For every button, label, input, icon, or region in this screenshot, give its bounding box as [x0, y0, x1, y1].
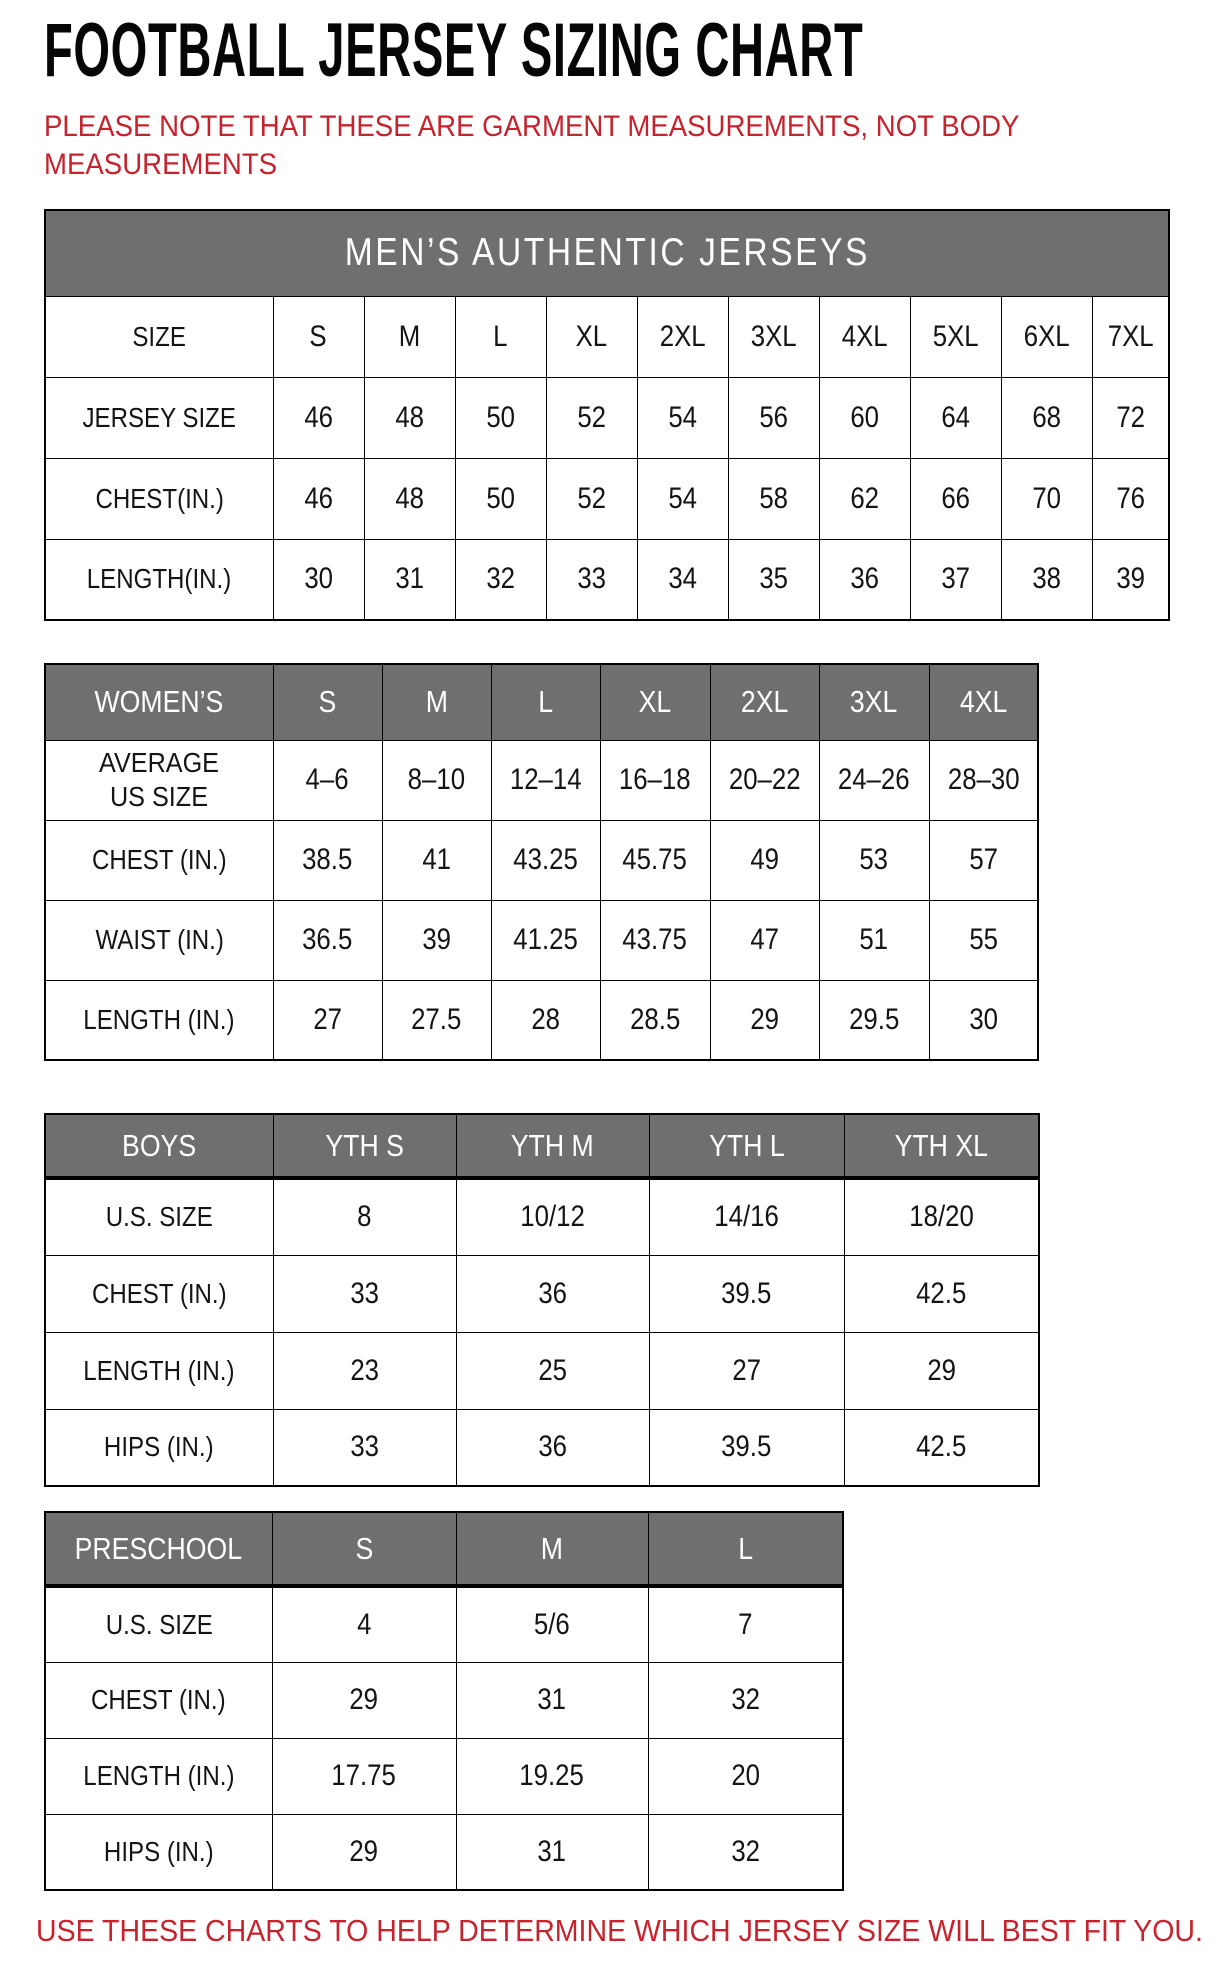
value-cell: 28 — [491, 980, 600, 1060]
value-cell: 28–30 — [929, 740, 1038, 820]
value-cell: 10/12 — [456, 1178, 649, 1255]
value-cell: XL — [546, 296, 637, 377]
womens-table — [44, 663, 1039, 1061]
value-cell: 36 — [456, 1409, 649, 1486]
size-header-cell: L — [648, 1512, 843, 1586]
row-label-cell: CHEST (IN.) — [45, 1255, 273, 1332]
value-cell: 62 — [819, 458, 910, 539]
value-cell: 27 — [649, 1332, 844, 1409]
size-header-cell: S — [272, 1512, 456, 1586]
value-cell: 41.25 — [491, 900, 600, 980]
value-cell: 19.25 — [456, 1738, 648, 1814]
value-cell: 20 — [648, 1738, 843, 1814]
table-row — [45, 900, 1038, 980]
value-cell: 33 — [273, 1255, 456, 1332]
value-cell: 70 — [1001, 458, 1092, 539]
size-header-cell: L — [491, 664, 600, 740]
value-cell: 12–14 — [491, 740, 600, 820]
value-cell: 72 — [1092, 377, 1169, 458]
value-cell: 31 — [364, 539, 455, 620]
value-cell: 42.5 — [844, 1409, 1039, 1486]
preschool-table — [44, 1511, 844, 1891]
value-cell: 36 — [456, 1255, 649, 1332]
value-cell: 27 — [273, 980, 382, 1060]
table-row — [45, 377, 1169, 458]
value-cell: 20–22 — [710, 740, 819, 820]
size-header-cell: YTH S — [273, 1114, 456, 1178]
value-cell: 4 — [272, 1586, 456, 1662]
value-cell: 35 — [728, 539, 819, 620]
value-cell: 5/6 — [456, 1586, 648, 1662]
table-row — [45, 740, 1038, 820]
note-line-1: PLEASE NOTE THAT THESE ARE GARMENT MEASUREMENTS, NOT BODY — [44, 110, 1020, 143]
value-cell: 54 — [637, 458, 728, 539]
mens-table-title: MEN’S AUTHENTIC JERSEYS — [45, 210, 1169, 296]
row-label-cell: LENGTH (IN.) — [45, 1332, 273, 1409]
row-label-cell: AVERAGE US SIZE — [45, 740, 273, 820]
row-label-cell: LENGTH (IN.) — [45, 1738, 272, 1814]
value-cell: 52 — [546, 458, 637, 539]
row-label-cell: LENGTH (IN.) — [45, 980, 273, 1060]
row-label-cell: CHEST (IN.) — [45, 820, 273, 900]
table-row — [45, 1738, 843, 1814]
table-row — [45, 1409, 1039, 1486]
value-cell: 30 — [929, 980, 1038, 1060]
value-cell: 68 — [1001, 377, 1092, 458]
footer-note-text: USE THESE CHARTS TO HELP DETERMINE WHICH JERSEY SIZE WILL BEST FIT YOU. — [36, 1913, 1203, 1948]
value-cell: 50 — [455, 377, 546, 458]
value-cell: 38.5 — [273, 820, 382, 900]
value-cell: 8 — [273, 1178, 456, 1255]
value-cell: 39 — [382, 900, 491, 980]
value-cell: 47 — [710, 900, 819, 980]
row-label-cell: CHEST(IN.) — [45, 458, 273, 539]
value-cell: 37 — [910, 539, 1001, 620]
value-cell: 58 — [728, 458, 819, 539]
table-row — [45, 1662, 843, 1738]
value-cell: 8–10 — [382, 740, 491, 820]
value-cell: 23 — [273, 1332, 456, 1409]
row-label-cell: U.S. SIZE — [45, 1178, 273, 1255]
table-row — [45, 820, 1038, 900]
value-cell: M — [364, 296, 455, 377]
value-cell: 29 — [844, 1332, 1039, 1409]
value-cell: 60 — [819, 377, 910, 458]
value-cell: 31 — [456, 1814, 648, 1890]
value-cell: 18/20 — [844, 1178, 1039, 1255]
value-cell: 43.25 — [491, 820, 600, 900]
value-cell: 29 — [710, 980, 819, 1060]
preschool-header-label: PRESCHOOL — [45, 1512, 272, 1586]
value-cell: 4XL — [819, 296, 910, 377]
row-label-cell: U.S. SIZE — [45, 1586, 272, 1662]
value-cell: 41 — [382, 820, 491, 900]
value-cell: 49 — [710, 820, 819, 900]
value-cell: 17.75 — [272, 1738, 456, 1814]
value-cell: L — [455, 296, 546, 377]
value-cell: 54 — [637, 377, 728, 458]
size-header-cell: YTH M — [456, 1114, 649, 1178]
value-cell: 33 — [273, 1409, 456, 1486]
value-cell: 16–18 — [600, 740, 710, 820]
value-cell: 24–26 — [819, 740, 929, 820]
value-cell: 29 — [272, 1662, 456, 1738]
table-row — [45, 1586, 843, 1662]
value-cell: 34 — [637, 539, 728, 620]
value-cell: 4–6 — [273, 740, 382, 820]
boys-header-label: BOYS — [45, 1114, 273, 1178]
value-cell: 36.5 — [273, 900, 382, 980]
value-cell: 53 — [819, 820, 929, 900]
table-row — [45, 1332, 1039, 1409]
row-label-cell: WAIST (IN.) — [45, 900, 273, 980]
row-label-cell: LENGTH(IN.) — [45, 539, 273, 620]
page-title — [44, 8, 1220, 93]
value-cell: 27.5 — [382, 980, 491, 1060]
size-header-cell: 3XL — [819, 664, 929, 740]
note-line-2: MEASUREMENTS — [44, 147, 278, 181]
size-header-cell: YTH XL — [844, 1114, 1039, 1178]
value-cell: 57 — [929, 820, 1038, 900]
value-cell: S — [273, 296, 364, 377]
value-cell: 42.5 — [844, 1255, 1039, 1332]
size-header-cell: 4XL — [929, 664, 1038, 740]
value-cell: 3XL — [728, 296, 819, 377]
value-cell: 45.75 — [600, 820, 710, 900]
table-row — [45, 1814, 843, 1890]
value-cell: 29.5 — [819, 980, 929, 1060]
table-row — [45, 1178, 1039, 1255]
value-cell: 46 — [273, 377, 364, 458]
size-header-cell: XL — [600, 664, 710, 740]
table-row — [45, 458, 1169, 539]
value-cell: 55 — [929, 900, 1038, 980]
row-label-cell: SIZE — [45, 296, 273, 377]
value-cell: 31 — [456, 1662, 648, 1738]
value-cell: 39.5 — [649, 1409, 844, 1486]
value-cell: 32 — [648, 1662, 843, 1738]
table-row — [45, 296, 1169, 377]
value-cell: 28.5 — [600, 980, 710, 1060]
row-label-cell: HIPS (IN.) — [45, 1409, 273, 1486]
value-cell: 32 — [648, 1814, 843, 1890]
value-cell: 5XL — [910, 296, 1001, 377]
value-cell: 39.5 — [649, 1255, 844, 1332]
mens-authentic-jerseys-table — [44, 209, 1170, 621]
value-cell: 50 — [455, 458, 546, 539]
value-cell: 7XL — [1092, 296, 1169, 377]
value-cell: 48 — [364, 458, 455, 539]
size-header-cell: M — [382, 664, 491, 740]
size-header-cell: YTH L — [649, 1114, 844, 1178]
value-cell: 38 — [1001, 539, 1092, 620]
womens-header-label: WOMEN’S — [45, 664, 273, 740]
size-header-cell: 2XL — [710, 664, 819, 740]
value-cell: 43.75 — [600, 900, 710, 980]
footer-note — [36, 1913, 1220, 1949]
size-header-cell: S — [273, 664, 382, 740]
row-label-cell: CHEST (IN.) — [45, 1662, 272, 1738]
value-cell: 7 — [648, 1586, 843, 1662]
value-cell: 30 — [273, 539, 364, 620]
garment-measurements-note — [44, 108, 1220, 183]
value-cell: 48 — [364, 377, 455, 458]
value-cell: 64 — [910, 377, 1001, 458]
size-header-cell: M — [456, 1512, 648, 1586]
value-cell: 25 — [456, 1332, 649, 1409]
value-cell: 52 — [546, 377, 637, 458]
page-title-text: FOOTBALL JERSEY SIZING CHART — [44, 8, 864, 93]
table-row — [45, 1255, 1039, 1332]
value-cell: 36 — [819, 539, 910, 620]
boys-table — [44, 1113, 1040, 1487]
row-label-cell: HIPS (IN.) — [45, 1814, 272, 1890]
value-cell: 76 — [1092, 458, 1169, 539]
table-row — [45, 539, 1169, 620]
value-cell: 46 — [273, 458, 364, 539]
value-cell: 2XL — [637, 296, 728, 377]
value-cell: 51 — [819, 900, 929, 980]
table-row — [45, 980, 1038, 1060]
value-cell: 6XL — [1001, 296, 1092, 377]
value-cell: 32 — [455, 539, 546, 620]
value-cell: 39 — [1092, 539, 1169, 620]
value-cell: 56 — [728, 377, 819, 458]
row-label-cell: JERSEY SIZE — [45, 377, 273, 458]
value-cell: 29 — [272, 1814, 456, 1890]
value-cell: 33 — [546, 539, 637, 620]
value-cell: 14/16 — [649, 1178, 844, 1255]
value-cell: 66 — [910, 458, 1001, 539]
